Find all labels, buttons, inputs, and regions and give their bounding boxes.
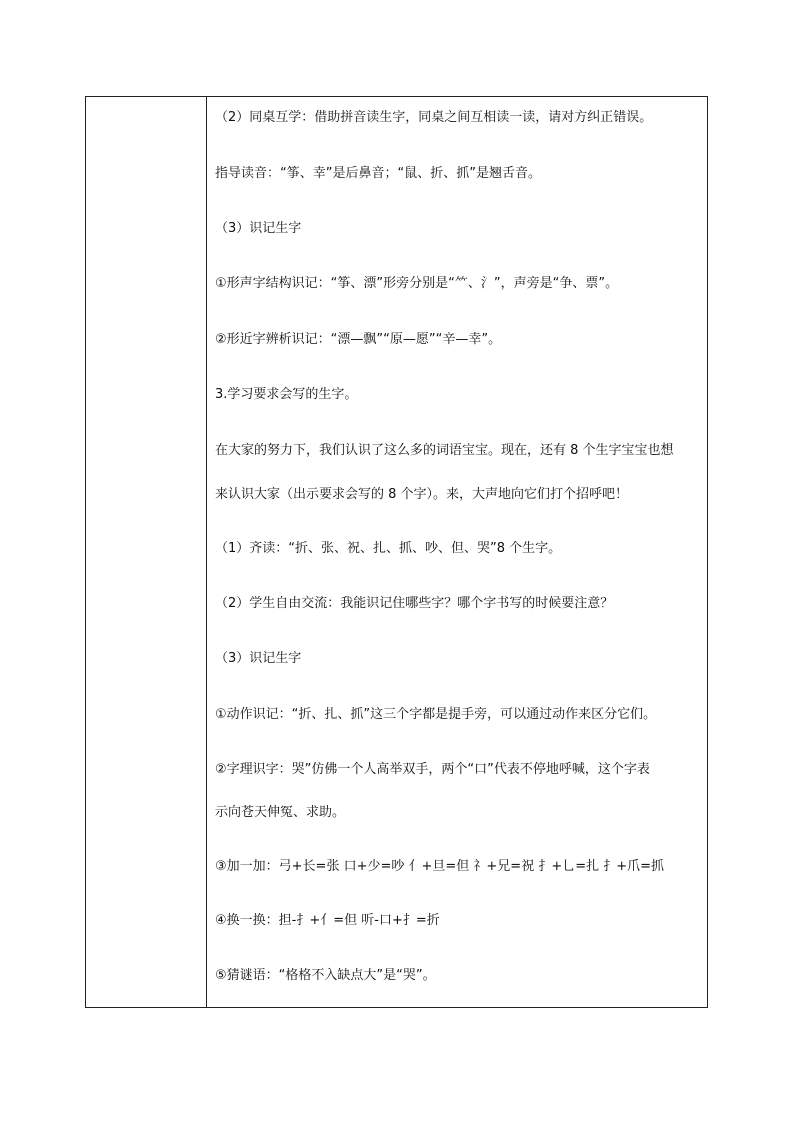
riddle: ⑤猜谜语：“格格不入缺点大”是“哭”。 — [215, 968, 436, 983]
step-3-heading-2: （3）识记生字 — [215, 651, 302, 666]
step-2-free-discussion: （2）学生自由交流：我能识记住哪些字？哪个字书写的时候要注意？ — [215, 596, 614, 611]
section-3-heading: 3.学习要求会写的生字。 — [215, 387, 358, 402]
step-3-heading: （3）识记生字 — [215, 221, 302, 236]
intro-paragraph-line-2: 来认识大家（出示要求会写的 8 个字）。来，大声地向它们打个招呼吧！ — [215, 487, 629, 502]
action-memory: ①动作识记：“折、扎、抓”这三个字都是提手旁，可以通过动作来区分它们。 — [215, 707, 657, 722]
pronunciation-guide: 指导读音：“筝、幸”是后鼻音；“鼠、折、抓”是翘舌音。 — [215, 166, 541, 181]
swap-components: ④换一换：担-扌+亻=但 听-口+扌=折 — [215, 913, 440, 928]
step-2-peer-reading: （2）同桌互学：借助拼音读生字，同桌之间互相读一读，请对方纠正错误。 — [215, 110, 653, 125]
step-1-choral-reading: （1）齐读：“折、张、祝、扎、抓、吵、但、哭”8 个生字。 — [215, 541, 562, 556]
table-content-cell — [207, 97, 707, 1007]
lesson-table — [85, 96, 708, 1008]
add-components: ③加一加：弓+长=张 口+少=吵 亻+旦=但 礻+兄=祝 扌+乚=扎 扌+爪=抓 — [215, 859, 665, 874]
table-left-cell — [86, 97, 207, 1007]
intro-paragraph-line-1: 在大家的努力下，我们认识了这么多的词语宝宝。现在，还有 8 个生字宝宝也想 — [215, 443, 674, 458]
similar-character-discrimination: ②形近字辨析识记：“漂—飘”“原—愿”“辛—幸”。 — [215, 332, 502, 347]
character-logic-line-1: ②字理识字：哭”仿佛一个人高举双手，两个“口”代表不停地呼喊，这个字表 — [215, 762, 650, 777]
phono-semantic-memory: ①形声字结构识记：“筝、漂”形旁分别是“⺮、氵”，声旁是“争、票”。 — [215, 276, 619, 291]
character-logic-line-2: 示向苍天伸冤、求助。 — [215, 805, 346, 820]
